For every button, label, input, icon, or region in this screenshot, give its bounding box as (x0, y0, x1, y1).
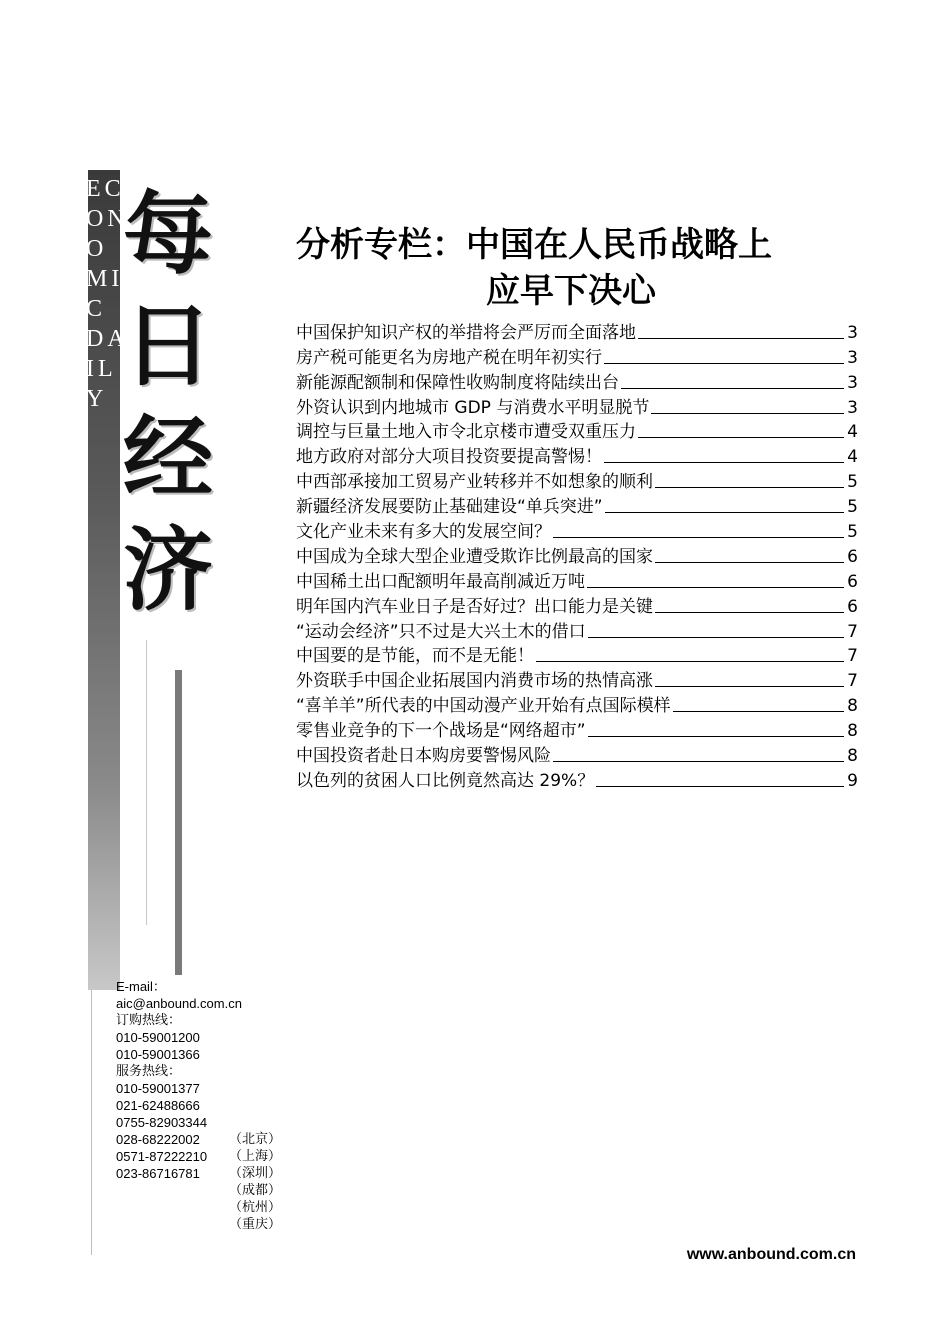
toc-entry[interactable] (296, 642, 858, 667)
vertical-letter: ON (86, 206, 129, 232)
toc-entry-title: 明年国内汽车业日子是否好过？出口能力是关键 (296, 596, 653, 617)
side-divider-line (91, 990, 92, 1255)
toc-page-number: 4 (847, 447, 858, 468)
toc-page-number: 5 (847, 522, 858, 543)
toc-page-number: 7 (847, 671, 858, 692)
toc-leader-line (651, 413, 844, 414)
toc-leader-line (596, 786, 844, 787)
toc-entry-title: 地方政府对部分大项目投资要提高警惕！ (296, 447, 602, 468)
toc-page-number: 6 (847, 596, 858, 617)
email-address[interactable]: aic@anbound.com.cn (116, 996, 242, 1011)
toc-page-number: 3 (847, 322, 858, 343)
toc-leader-line (536, 661, 844, 662)
toc-leader-line (621, 388, 844, 389)
toc-page-number: 7 (847, 621, 858, 642)
toc-entry-title: 零售业竞争的下一个战场是“网络超市” (296, 721, 586, 742)
toc-leader-line (638, 338, 844, 339)
toc-entry-title: “运动会经济”只不过是大兴土木的借口 (296, 621, 586, 642)
toc-entry-title: 外资认识到内地城市 GDP 与消费水平明显脱节 (296, 397, 650, 418)
vertical-letter: O (86, 236, 108, 262)
toc-leader-line (655, 612, 844, 613)
toc-page-number: 5 (847, 497, 858, 518)
service-phone-list (116, 1080, 207, 1182)
toc-leader-line (588, 637, 844, 638)
toc-entry[interactable] (296, 741, 858, 766)
service-phone: 0755-82903344 (116, 1115, 208, 1130)
grey-accent-bar (175, 670, 182, 975)
toc-leader-line (655, 686, 844, 687)
toc-page-number: 3 (847, 347, 858, 368)
toc-entry-title: 调控与巨量土地入市令北京楼市遭受双重压力 (296, 422, 636, 443)
toc-entry-title: 房产税可能更名为房地产税在明年初实行 (296, 347, 602, 368)
toc-page-number: 3 (847, 397, 858, 418)
vertical-letter: EC (86, 176, 125, 202)
toc-page-number: 7 (847, 646, 858, 667)
contact-info (116, 978, 296, 1232)
toc-entry[interactable] (296, 368, 858, 393)
order-phone: 010-59001200 (116, 1030, 200, 1045)
service-hotline-label: 服务热线： (116, 1064, 182, 1079)
toc-entry-title: 中国保护知识产权的举措将会严厉而全面落地 (296, 322, 636, 343)
masthead-char: 日 (123, 293, 213, 399)
toc-page-number: 8 (847, 721, 858, 742)
toc-entry-title: 以色列的贫困人口比例竟然高达 29%？ (296, 770, 595, 791)
toc-entry[interactable] (296, 517, 858, 542)
toc-entry[interactable] (296, 492, 858, 517)
toc-leader-line (605, 512, 844, 513)
city: （上海） (229, 1149, 282, 1164)
vertical-letter: C (86, 296, 107, 322)
toc-entry[interactable] (296, 318, 858, 343)
toc-leader-line (655, 562, 844, 563)
toc-page-number: 4 (847, 422, 858, 443)
vertical-letter: MI (86, 266, 124, 292)
city-list (229, 1131, 281, 1233)
toc-entry[interactable] (296, 393, 858, 418)
headline-line-2: 应早下决心 (486, 271, 656, 311)
toc-leader-line (655, 487, 844, 488)
toc-entry-title: 中国投资者赴日本购房要警惕风险 (296, 746, 551, 767)
toc-page-number: 8 (847, 746, 858, 767)
service-phone: 0571-87222210 (116, 1149, 208, 1164)
service-phone: 023-86716781 (116, 1166, 200, 1181)
service-phone: 021-62488666 (116, 1098, 200, 1113)
email-label: E-mail： (116, 979, 166, 994)
masthead-title (118, 178, 218, 626)
toc-entry-title: 中国要的是节能，而不是无能！ (296, 646, 534, 667)
toc-entry-title: 中国成为全球大型企业遭受欺诈比例最高的国家 (296, 546, 653, 567)
service-phone: 028-68222002 (116, 1132, 200, 1147)
masthead-char: 济 (123, 517, 213, 623)
headline (296, 222, 856, 314)
toc-leader-line (553, 761, 844, 762)
table-of-contents (296, 318, 858, 791)
toc-page-number: 6 (847, 546, 858, 567)
toc-entry[interactable] (296, 766, 858, 791)
toc-entry-title: 新能源配额制和保障性收购制度将陆续出台 (296, 372, 619, 393)
order-phone: 010-59001366 (116, 1047, 200, 1062)
toc-entry[interactable] (296, 617, 858, 642)
toc-page-number: 5 (847, 472, 858, 493)
toc-entry-title: 中西部承接加工贸易产业转移并不如想象的顺利 (296, 472, 653, 493)
toc-entry-title: “喜羊羊”所代表的中国动漫产业开始有点国际模样 (296, 696, 671, 717)
toc-entry[interactable] (296, 716, 858, 741)
masthead-char: 每 (123, 181, 213, 287)
toc-leader-line (604, 363, 844, 364)
service-phone: 010-59001377 (116, 1081, 200, 1096)
toc-entry[interactable] (296, 418, 858, 443)
toc-entry-title: 外资联手中国企业拓展国内消费市场的热情高涨 (296, 671, 653, 692)
vertical-letter: DA (86, 326, 129, 352)
city: （北京） (229, 1132, 282, 1147)
toc-leader-line (604, 462, 844, 463)
city: （杭州） (229, 1200, 282, 1215)
website-link[interactable]: www.anbound.com.cn (686, 1246, 856, 1263)
toc-page-number: 6 (847, 571, 858, 592)
toc-page-number: 3 (847, 372, 858, 393)
toc-entry[interactable] (296, 691, 858, 716)
inner-divider-line (146, 640, 147, 925)
vertical-letter: IL (86, 356, 117, 382)
toc-leader-line (553, 537, 844, 538)
toc-entry-title: 文化产业未来有多大的发展空间？ (296, 522, 551, 543)
toc-entry[interactable] (296, 343, 858, 368)
toc-entry[interactable] (296, 467, 858, 492)
toc-leader-line (673, 711, 844, 712)
toc-leader-line (638, 437, 844, 438)
toc-entry-title: 新疆经济发展要防止基础建设“单兵突进” (296, 497, 603, 518)
toc-page-number: 9 (847, 770, 858, 791)
toc-entry[interactable] (296, 442, 858, 467)
toc-entry-title: 中国稀土出口配额明年最高削减近万吨 (296, 571, 585, 592)
toc-leader-line (588, 736, 844, 737)
vertical-letter: Y (86, 386, 108, 412)
toc-entry[interactable] (296, 666, 858, 691)
city: （深圳） (229, 1166, 282, 1181)
headline-line-1: 分析专栏：中国在人民币战略上 (296, 225, 772, 265)
city: （重庆） (229, 1217, 282, 1232)
toc-entry[interactable] (296, 592, 858, 617)
toc-entry[interactable] (296, 567, 858, 592)
order-hotline-label: 订购热线： (116, 1013, 182, 1028)
masthead-char: 经 (123, 405, 213, 511)
city: （成都） (229, 1183, 282, 1198)
toc-entry[interactable] (296, 542, 858, 567)
toc-leader-line (587, 587, 844, 588)
toc-page-number: 8 (847, 696, 858, 717)
